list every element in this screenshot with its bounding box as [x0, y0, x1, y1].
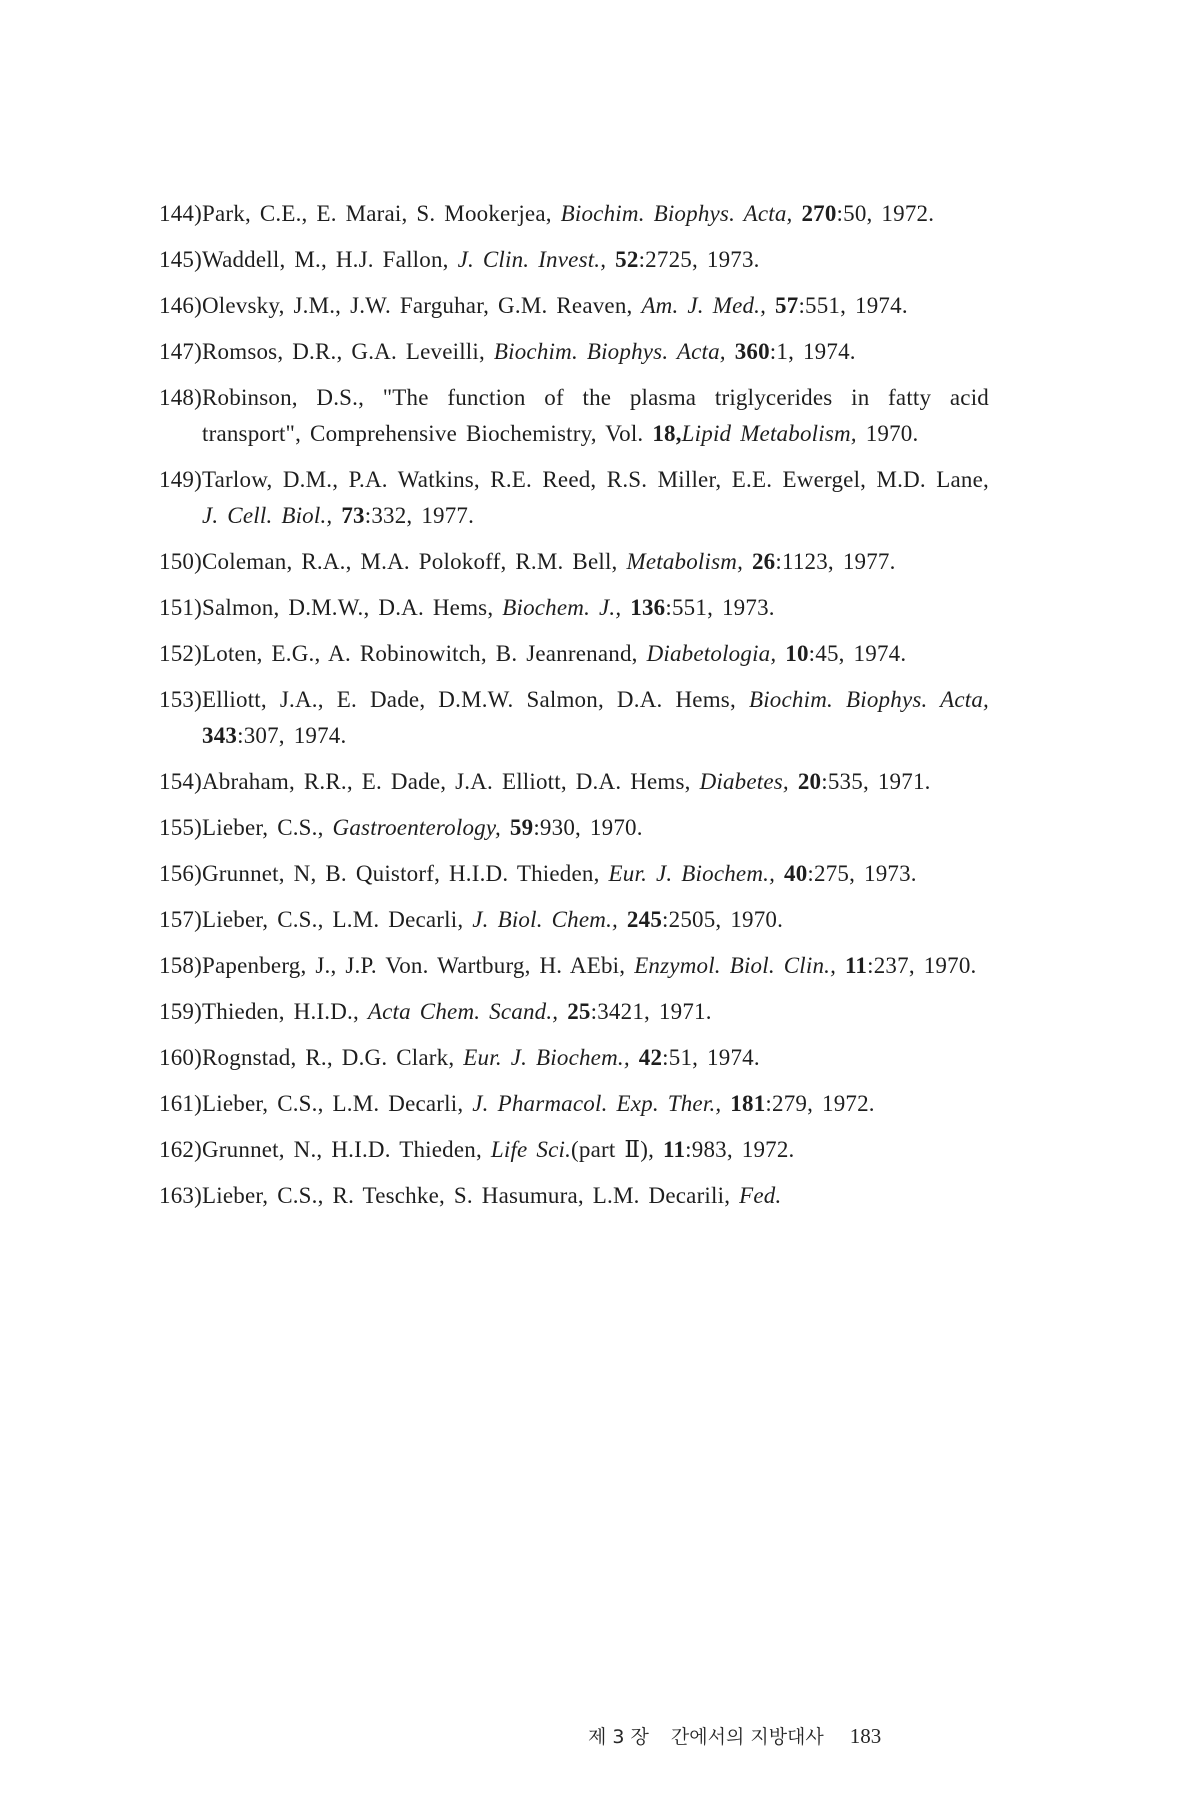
- footer-chapter: 제 3 장: [588, 1726, 649, 1748]
- reference-number: 145): [159, 247, 202, 272]
- reference-journal: Acta Chem. Scand.,: [367, 999, 559, 1024]
- reference-number: 146): [159, 293, 202, 318]
- reference-number: 153): [159, 687, 202, 712]
- reference-entry: [159, 1178, 989, 1214]
- reference-text: [202, 861, 917, 886]
- reference-pages-year: :930, 1970.: [533, 815, 643, 840]
- reference-pages-year: :2725, 1973.: [638, 247, 760, 272]
- reference-volume: 20: [797, 769, 822, 794]
- reference-number: 161): [159, 1091, 202, 1116]
- reference-pages-year: :51, 1974.: [662, 1045, 760, 1070]
- reference-text: [202, 999, 712, 1024]
- reference-volume: 73: [341, 503, 365, 528]
- reference-entry: [159, 764, 989, 800]
- reference-authors: Park, C.E., E. Marai, S. Mookerjea,: [202, 201, 552, 226]
- reference-number: 151): [159, 595, 202, 620]
- reference-journal: Eur. J. Biochem.,: [608, 861, 776, 886]
- reference-authors: Papenberg, J., J.P. Von. Wartburg, H. AEbi,: [202, 953, 626, 978]
- reference-entry: [159, 1040, 989, 1076]
- reference-number: 144): [159, 201, 202, 226]
- reference-authors: Robinson, D.S., "The function of the plasma triglycerides in fatty acid transport", Comprehensive Biochemistry, Vol.: [202, 385, 989, 446]
- reference-journal: J. Cell. Biol.,: [202, 503, 333, 528]
- reference-number: 159): [159, 999, 202, 1024]
- reference-authors: Salmon, D.M.W., D.A. Hems,: [202, 595, 494, 620]
- reference-pages-year: :3421, 1971.: [590, 999, 712, 1024]
- reference-text: [202, 687, 989, 748]
- reference-volume: 25: [567, 999, 591, 1024]
- reference-number: 160): [159, 1045, 202, 1070]
- reference-pages-year: :2505, 1970.: [662, 907, 784, 932]
- reference-authors: Tarlow, D.M., P.A. Watkins, R.E. Reed, R.S. Miller, E.E. Ewergel, M.D. Lane,: [202, 467, 989, 492]
- reference-volume: 11: [663, 1137, 686, 1162]
- reference-entry: [159, 196, 989, 232]
- reference-pages-year: :307, 1974.: [237, 723, 347, 748]
- reference-entry: [159, 380, 989, 452]
- reference-entry: [159, 288, 989, 324]
- reference-pages-year: :275, 1973.: [807, 861, 917, 886]
- reference-text: [202, 467, 989, 528]
- reference-authors: Waddell, M., H.J. Fallon,: [202, 247, 449, 272]
- reference-entry: [159, 636, 989, 672]
- reference-text: [202, 201, 934, 226]
- reference-journal: Diabetes,: [699, 769, 789, 794]
- reference-volume: 181: [730, 1091, 766, 1116]
- reference-volume: 11: [845, 953, 868, 978]
- reference-journal: Eur. J. Biochem.,: [463, 1045, 630, 1070]
- reference-number: 148): [159, 385, 202, 410]
- reference-journal: Am. J. Med.,: [641, 293, 767, 318]
- reference-pages-year: :983, 1972.: [685, 1137, 795, 1162]
- reference-entry: [159, 462, 989, 534]
- reference-text: [202, 815, 643, 840]
- reference-pages-year: :332, 1977.: [364, 503, 475, 528]
- reference-number: 150): [159, 549, 202, 574]
- page-footer: [588, 1722, 881, 1749]
- reference-entry: [159, 1132, 989, 1168]
- reference-text: [202, 953, 976, 978]
- reference-number: 154): [159, 769, 202, 794]
- reference-volume: 18,: [652, 421, 682, 446]
- reference-journal: J. Biol. Chem.,: [472, 907, 618, 932]
- reference-journal: Gastroenterology,: [332, 815, 501, 840]
- reference-text: [202, 1183, 781, 1208]
- reference-pages-year: :1, 1974.: [769, 339, 856, 364]
- reference-journal: J. Pharmacol. Exp. Ther.,: [472, 1091, 722, 1116]
- reference-volume: 40: [784, 861, 808, 886]
- reference-number: 155): [159, 815, 202, 840]
- reference-pages-year: :237, 1970.: [867, 953, 977, 978]
- reference-number: 156): [159, 861, 202, 886]
- reference-authors: Lieber, C.S., L.M. Decarli,: [202, 907, 464, 932]
- reference-journal: Biochim. Biophys. Acta,: [493, 339, 726, 364]
- reference-volume: 52: [615, 247, 639, 272]
- reference-number: 158): [159, 953, 202, 978]
- reference-volume: 136: [630, 595, 666, 620]
- reference-text: [202, 595, 775, 620]
- reference-journal: J. Clin. Invest.,: [457, 247, 607, 272]
- reference-volume: 59: [509, 815, 534, 840]
- reference-volume: 245: [626, 907, 663, 932]
- reference-text: [202, 293, 908, 318]
- reference-entry: [159, 994, 989, 1030]
- reference-volume: 360: [734, 339, 770, 364]
- reference-entry: [159, 544, 989, 580]
- reference-volume: 343: [202, 723, 238, 748]
- reference-authors: Lieber, C.S., L.M. Decarli,: [202, 1091, 464, 1116]
- reference-pages-year: :551, 1974.: [798, 293, 908, 318]
- reference-authors: Lieber, C.S., R. Teschke, S. Hasumura, L.M. Decarili,: [202, 1183, 731, 1208]
- reference-text: [202, 907, 783, 932]
- reference-number: 162): [159, 1137, 202, 1162]
- reference-pages-year: :279, 1972.: [765, 1091, 875, 1116]
- footer-running-title: 간에서의 지방대사: [670, 1726, 824, 1748]
- reference-text: [202, 769, 931, 794]
- reference-entry: [159, 902, 989, 938]
- reference-year: 1970.: [856, 421, 919, 446]
- reference-text: [202, 339, 856, 364]
- reference-text: [202, 1091, 875, 1116]
- reference-number: 147): [159, 339, 202, 364]
- reference-authors: Romsos, D.R., G.A. Leveilli,: [202, 339, 485, 364]
- reference-journal: Enzymol. Biol. Clin.,: [634, 953, 837, 978]
- reference-text: [202, 1137, 795, 1162]
- reference-entry: [159, 948, 989, 984]
- reference-journal: Fed.: [739, 1183, 782, 1208]
- reference-entry: [159, 856, 989, 892]
- reference-entry: [159, 682, 989, 754]
- reference-entry: [159, 810, 989, 846]
- reference-authors: Grunnet, N., H.I.D. Thieden,: [202, 1137, 482, 1162]
- reference-text: [202, 1045, 760, 1070]
- reference-entry: [159, 590, 989, 626]
- reference-authors: Abraham, R.R., E. Dade, J.A. Elliott, D.A. Hems,: [202, 769, 691, 794]
- reference-journal: Biochim. Biophys. Acta,: [560, 201, 793, 226]
- reference-journal: Life Sci.: [490, 1137, 572, 1162]
- reference-volume: 10: [785, 641, 809, 666]
- reference-pages-year: :551, 1973.: [665, 595, 775, 620]
- reference-number: 157): [159, 907, 202, 932]
- reference-authors: Coleman, R.A., M.A. Polokoff, R.M. Bell,: [202, 549, 618, 574]
- reference-pages-year: (part Ⅱ),: [571, 1137, 664, 1162]
- reference-volume: 26: [751, 549, 776, 574]
- reference-pages-year: :45, 1974.: [808, 641, 907, 666]
- reference-number: 152): [159, 641, 202, 666]
- page-number: 183: [849, 1724, 882, 1748]
- reference-text: [202, 641, 906, 666]
- reference-number: 163): [159, 1183, 202, 1208]
- reference-volume: 42: [638, 1045, 663, 1070]
- reference-book-title: Lipid Metabolism,: [681, 421, 857, 446]
- reference-pages-year: :535, 1971.: [821, 769, 931, 794]
- reference-journal: Biochem. J.,: [502, 595, 622, 620]
- reference-journal: Metabolism,: [626, 549, 744, 574]
- reference-journal: Diabetologia,: [646, 641, 777, 666]
- reference-pages-year: :1123, 1977.: [775, 549, 896, 574]
- reference-authors: Thieden, H.I.D.,: [202, 999, 359, 1024]
- reference-entry: [159, 242, 989, 278]
- reference-entry: [159, 334, 989, 370]
- reference-authors: Rognstad, R., D.G. Clark,: [202, 1045, 455, 1070]
- reference-text: [202, 385, 989, 446]
- reference-list: [159, 196, 989, 1224]
- reference-authors: Grunnet, N, B. Quistorf, H.I.D. Thieden,: [202, 861, 600, 886]
- reference-authors: Lieber, C.S.,: [202, 815, 324, 840]
- reference-pages-year: :50, 1972.: [836, 201, 935, 226]
- reference-volume: 270: [801, 201, 837, 226]
- reference-text: [202, 549, 896, 574]
- reference-text: [202, 247, 760, 272]
- reference-authors: Olevsky, J.M., J.W. Farguhar, G.M. Reaven,: [202, 293, 633, 318]
- reference-authors: Loten, E.G., A. Robinowitch, B. Jeanrenand,: [202, 641, 638, 666]
- reference-authors: Elliott, J.A., E. Dade, D.M.W. Salmon, D.A. Hems,: [202, 687, 736, 712]
- reference-number: 149): [159, 467, 202, 492]
- reference-journal: Biochim. Biophys. Acta,: [748, 687, 989, 712]
- reference-entry: [159, 1086, 989, 1122]
- reference-volume: 57: [775, 293, 799, 318]
